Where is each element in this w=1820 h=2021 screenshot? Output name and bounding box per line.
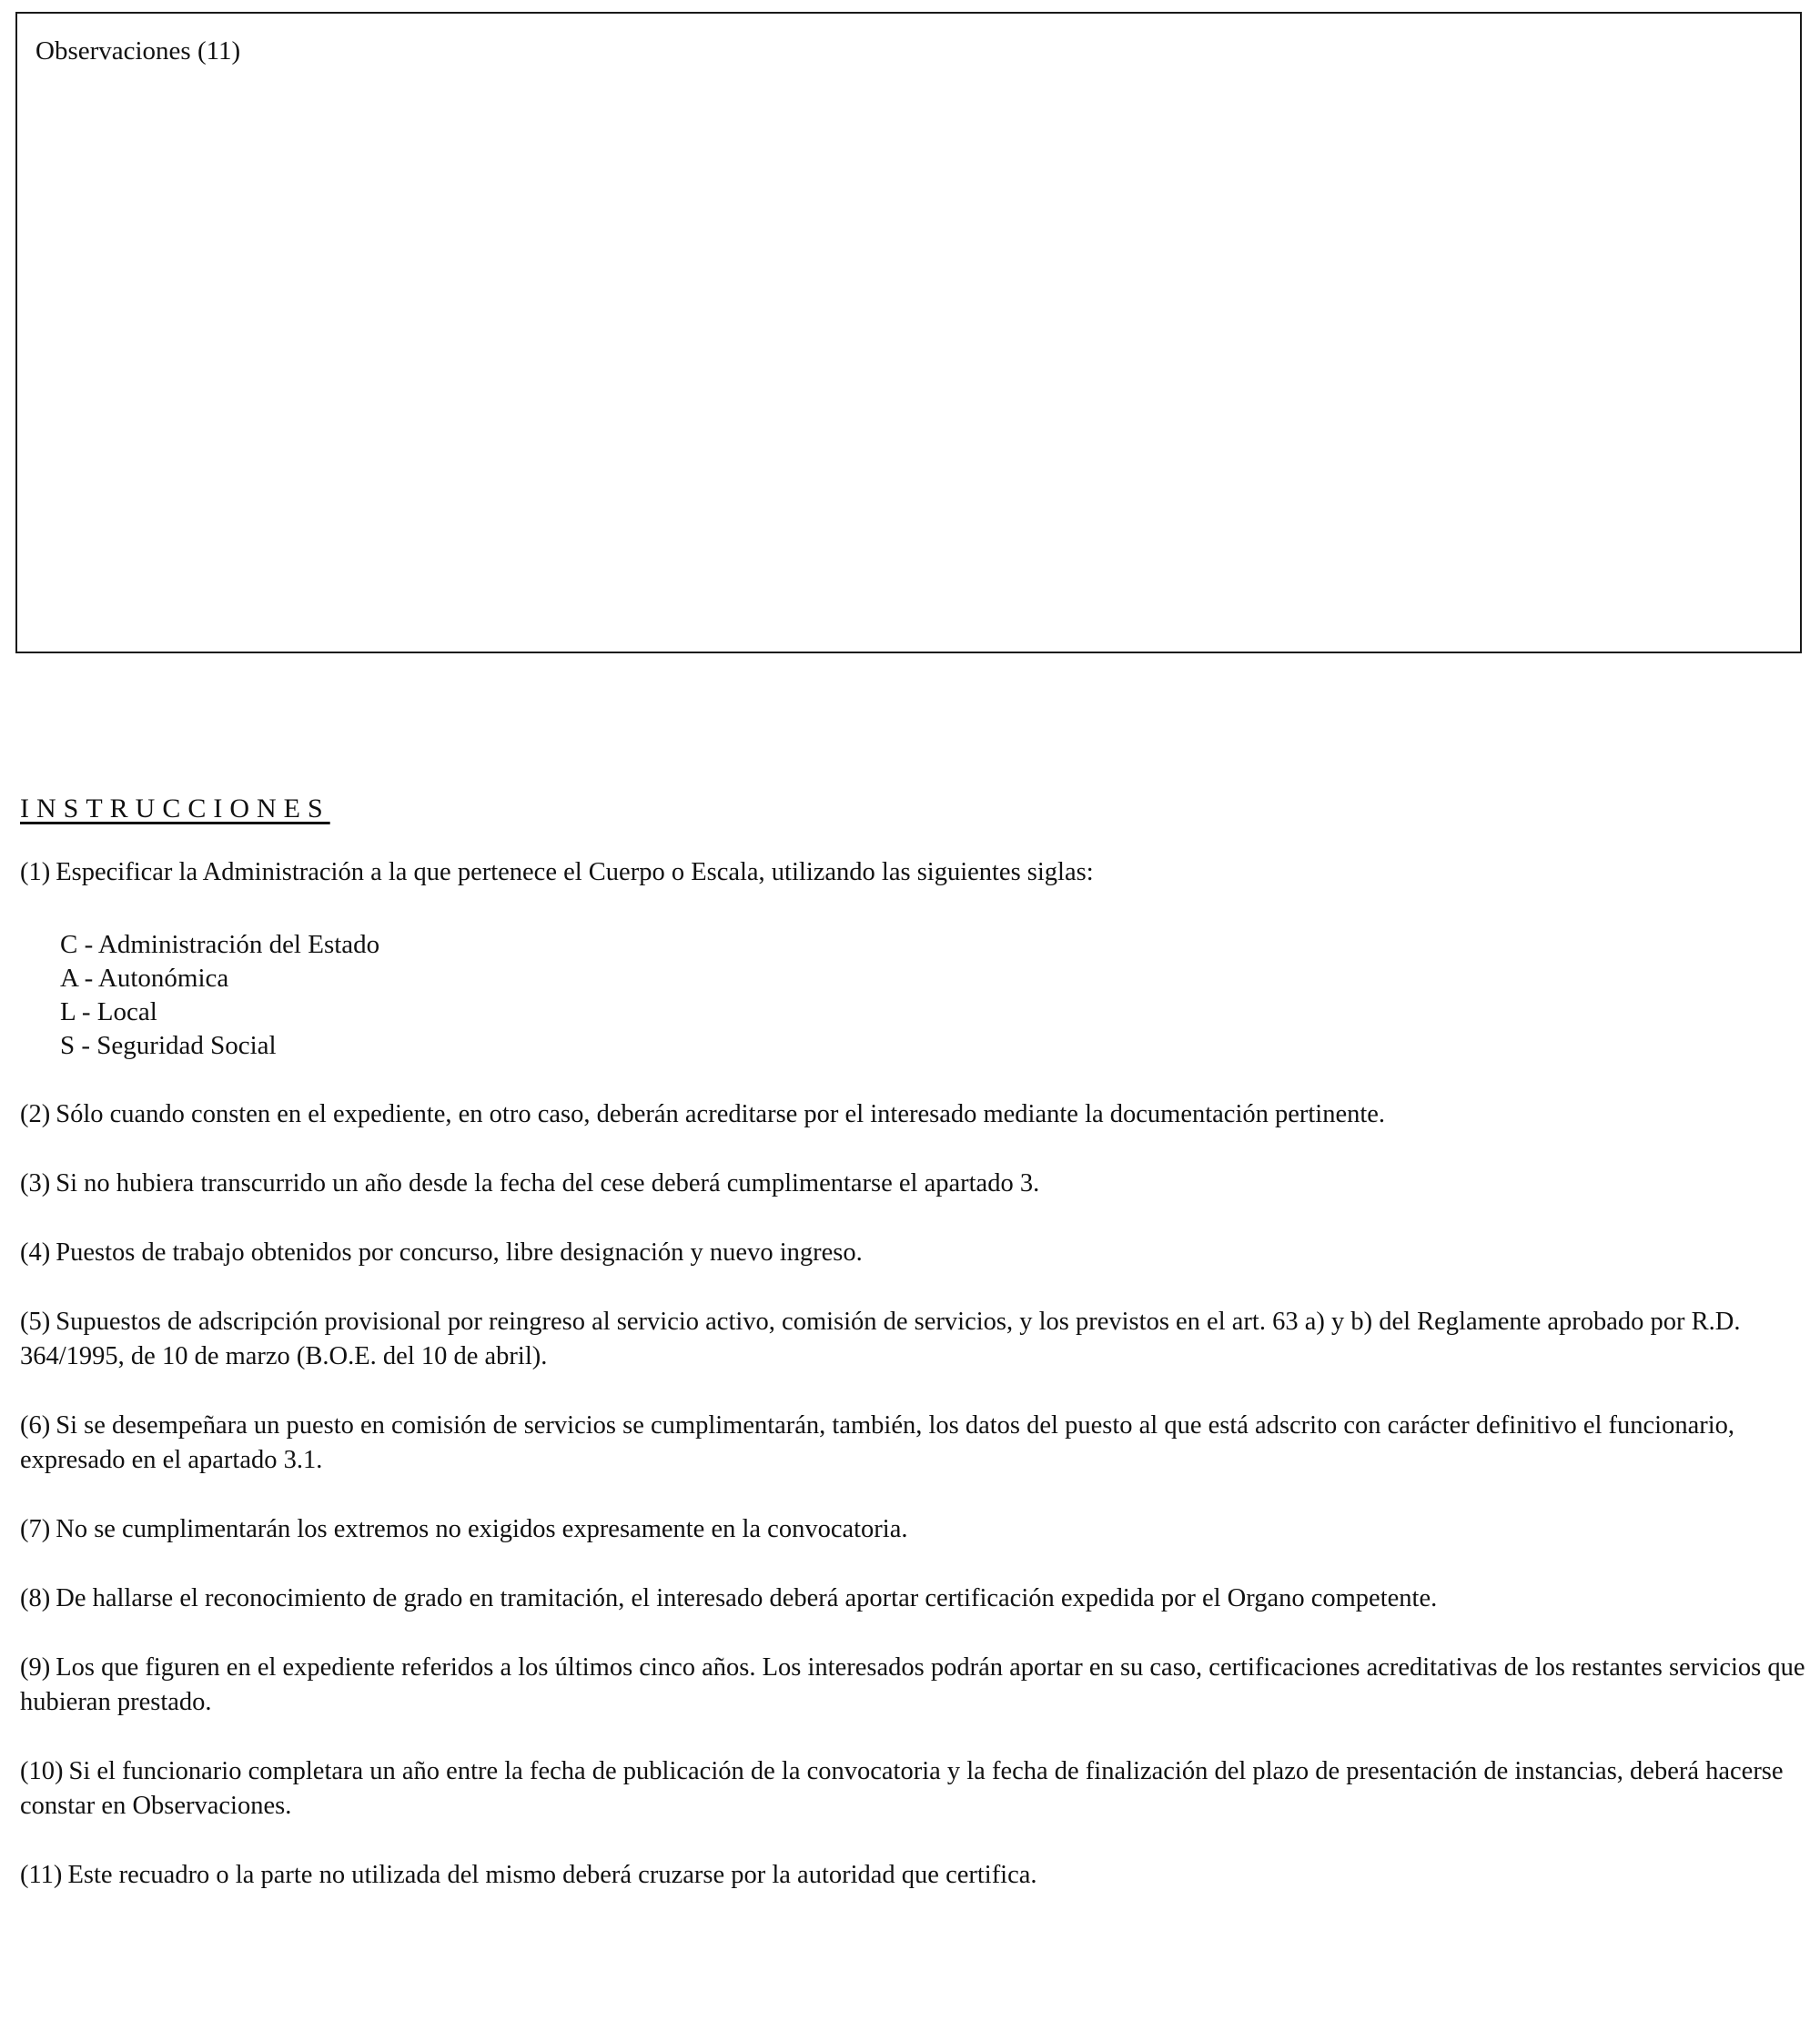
note-number: (2): [20, 1100, 51, 1128]
note-number: (5): [20, 1308, 51, 1336]
sigla-item-l: L - Local: [60, 997, 157, 1026]
siglas-list: [60, 928, 1813, 1063]
instruction-note-7: [20, 1512, 1813, 1547]
note-text: Supuestos de adscripción provisional por reingreso al servicio activo, comisión de servicios, y los previstos en el art. 63 a) y b) del Reglamente aprobado por R.D. 364/1995, de 10 de marzo (B.O.E. del 10 de abril).: [20, 1308, 1741, 1370]
instruction-note-11: [20, 1858, 1813, 1893]
note-text: De hallarse el reconocimiento de grado en tramitación, el interesado deberá aportar certificación expedida por el Organo competente.: [56, 1584, 1438, 1612]
note-text: Si el funcionario completara un año entre la fecha de publicación de la convocatoria y la fecha de finalización del plazo de presentación de instancias, deberá hacerse constar en Observaciones.: [20, 1757, 1784, 1820]
note-text: Este recuadro o la parte no utilizada del mismo deberá cruzarse por la autoridad que certifica.: [67, 1861, 1037, 1889]
instruction-note-4: [20, 1236, 1813, 1270]
instruction-note-1: [20, 855, 1813, 890]
instruction-note-2: [20, 1097, 1813, 1132]
note-number: (11): [20, 1861, 63, 1889]
note-number: (6): [20, 1411, 51, 1440]
note-number: (1): [20, 858, 51, 886]
instruction-note-3: [20, 1167, 1813, 1201]
instruction-note-6: [20, 1409, 1813, 1478]
note-text: Si no hubiera transcurrido un año desde la fecha del cese deberá cumplimentarse el apartado 3.: [56, 1169, 1040, 1197]
note-number: (10): [20, 1757, 64, 1785]
instruction-note-10: [20, 1754, 1813, 1824]
instructions-heading: INSTRUCCIONES: [20, 793, 330, 824]
instruction-note-5: [20, 1305, 1813, 1374]
note-text: Sólo cuando consten en el expediente, en otro caso, deberán acreditarse por el interesado mediante la documentación pertinente.: [56, 1100, 1386, 1128]
sigla-item-a: A - Autonómica: [60, 964, 229, 993]
note-text: Los que figuren en el expediente referidos a los últimos cinco años. Los interesados podrán aportar en su caso, certificaciones acreditativas de los restantes servicios que hubieran prestado.: [20, 1653, 1805, 1716]
instruction-note-9: [20, 1651, 1813, 1720]
note-number: (7): [20, 1515, 51, 1543]
note-text: Especificar la Administración a la que pertenece el Cuerpo o Escala, utilizando las siguientes siglas:: [56, 858, 1094, 886]
note-number: (3): [20, 1169, 51, 1197]
observations-label: Observaciones (11): [35, 36, 241, 66]
note-number: (9): [20, 1653, 51, 1682]
note-text: No se cumplimentarán los extremos no exigidos expresamente en la convocatoria.: [56, 1515, 908, 1543]
observations-box: [15, 12, 1802, 653]
sigla-item-c: C - Administración del Estado: [60, 930, 380, 959]
note-number: (4): [20, 1238, 51, 1267]
sigla-item-s: S - Seguridad Social: [60, 1031, 277, 1060]
note-text: Puestos de trabajo obtenidos por concurso, libre designación y nuevo ingreso.: [56, 1238, 863, 1267]
instruction-note-8: [20, 1581, 1813, 1616]
instructions-section: [20, 793, 1813, 1927]
note-text: Si se desempeñara un puesto en comisión de servicios se cumplimentarán, también, los datos del puesto al que está adscrito con carácter definitivo el funcionario, expresado en el apartado 3.1.: [20, 1411, 1735, 1474]
note-number: (8): [20, 1584, 51, 1612]
